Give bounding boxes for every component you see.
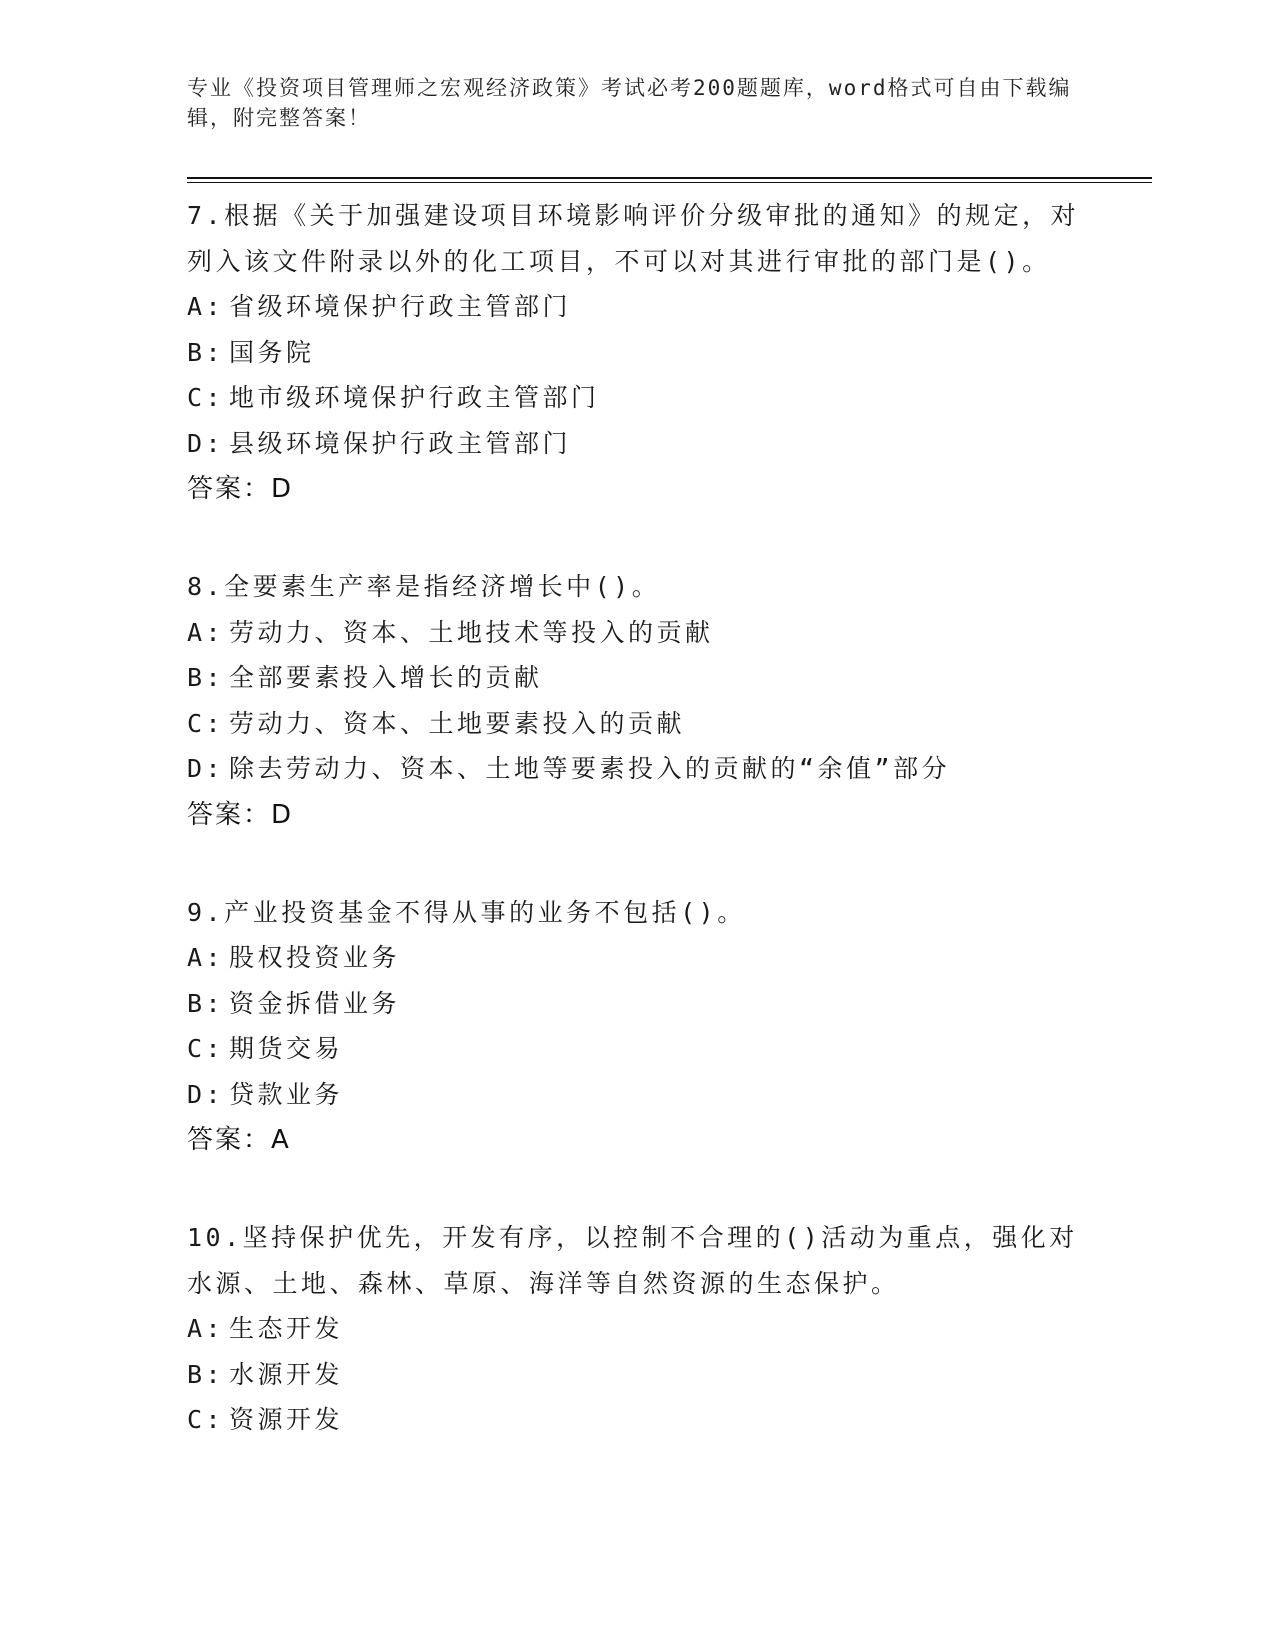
option-text: 地市级环境保护行政主管部门: [229, 383, 600, 412]
option-text: 股权投资业务: [229, 943, 401, 972]
option-d: [187, 746, 1087, 792]
question-7: [187, 186, 1087, 512]
header-rule-thin: [187, 182, 1152, 183]
answer-line: 答案：D: [187, 474, 294, 504]
option-text: 生态开发: [229, 1314, 344, 1343]
option-key: A:: [187, 292, 225, 321]
option-text: 全部要素投入增长的贡献: [229, 663, 543, 692]
option-c: [187, 701, 1087, 747]
header-rule-thick: [187, 177, 1152, 179]
option-a: [187, 610, 1087, 656]
option-key: C:: [187, 708, 225, 738]
option-key: A:: [187, 617, 225, 647]
option-text: 除去劳动力、资本、土地等要素投入的贡献的“余值”部分: [229, 754, 951, 783]
document-header: 专业《投资项目管理师之宏观经济政策》考试必考200题题库，word格式可自由下载编辑，附完整答案！: [187, 76, 1072, 130]
question-8: [187, 557, 1087, 838]
option-a: [187, 284, 1087, 330]
question-stem: 10.坚持保护优先，开发有序，以控制不合理的()活动为重点，强化对水源、土地、森林、草原、海洋等自然资源的生态保护。: [187, 1223, 1078, 1298]
option-text: 水源开发: [229, 1359, 344, 1389]
option-a: [187, 935, 1087, 981]
option-key: B:: [187, 988, 225, 1018]
option-key: C:: [187, 383, 225, 412]
option-text: 省级环境保护行政主管部门: [229, 292, 572, 321]
option-text: 县级环境保护行政主管部门: [229, 428, 572, 458]
option-text: 劳动力、资本、土地技术等投入的贡献: [229, 617, 714, 647]
option-a: [187, 1306, 1087, 1352]
option-c: [187, 1026, 1087, 1072]
option-b: [187, 1352, 1087, 1398]
option-text: 贷款业务: [229, 1079, 344, 1109]
option-text: 资金拆借业务: [229, 988, 401, 1018]
option-b: [187, 655, 1087, 701]
question-10: [187, 1208, 1087, 1443]
option-key: D:: [187, 428, 225, 458]
option-text: 劳动力、资本、土地要素投入的贡献: [229, 708, 686, 738]
option-b: [187, 330, 1087, 376]
option-key: C:: [187, 1405, 225, 1434]
question-stem: 9.产业投资基金不得从事的业务不包括()。: [187, 897, 746, 927]
answer-line: 答案：D: [187, 799, 294, 830]
option-key: B:: [187, 337, 225, 367]
option-key: D:: [187, 754, 225, 783]
option-d: [187, 421, 1087, 467]
answer-line: 答案：A: [187, 1125, 291, 1155]
question-stem: 8.全要素生产率是指经济增长中()。: [187, 572, 661, 601]
option-key: D:: [187, 1079, 225, 1109]
option-key: A:: [187, 943, 225, 972]
option-d: [187, 1072, 1087, 1118]
option-text: 期货交易: [229, 1034, 344, 1063]
option-c: [187, 375, 1087, 421]
option-c: [187, 1397, 1087, 1443]
option-key: B:: [187, 663, 225, 692]
question-stem: 7.根据《关于加强建设项目环境影响评价分级审批的通知》的规定，对列入该文件附录以外的化工项目，不可以对其进行审批的部门是()。: [187, 201, 1080, 276]
option-text: 资源开发: [229, 1405, 344, 1434]
option-text: 国务院: [229, 337, 315, 367]
option-key: C:: [187, 1034, 225, 1063]
option-key: B:: [187, 1359, 225, 1389]
question-list: [187, 186, 1087, 1443]
question-9: [187, 883, 1087, 1164]
option-key: A:: [187, 1314, 225, 1343]
option-b: [187, 981, 1087, 1027]
